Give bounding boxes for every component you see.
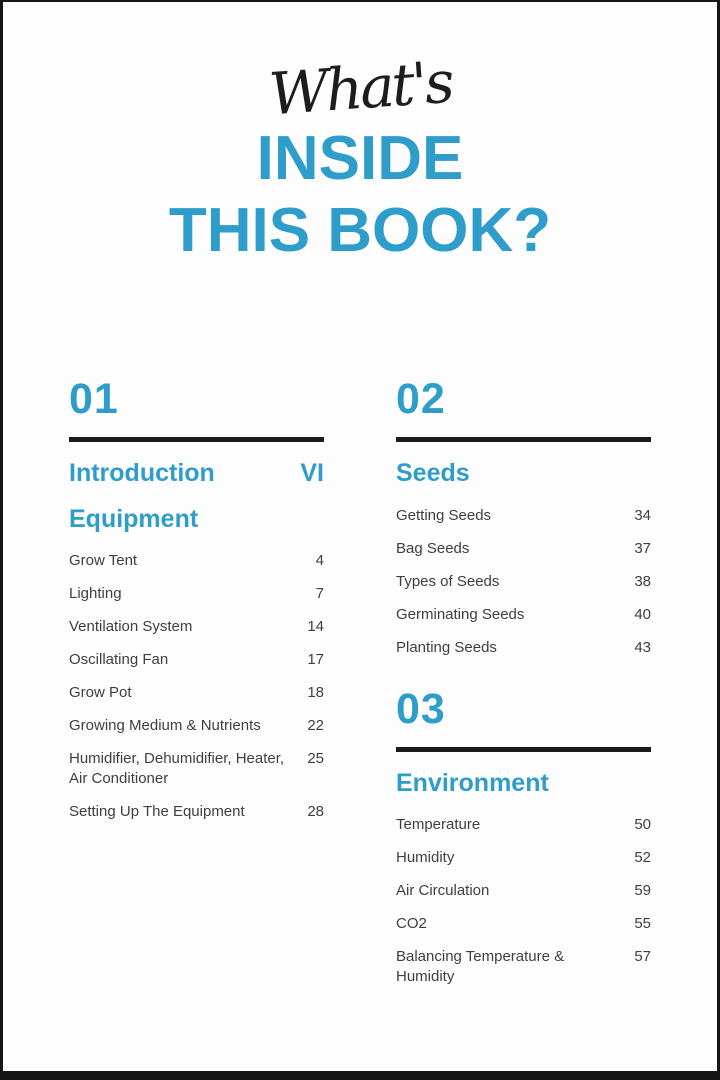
- toc-item-page: 55: [634, 915, 651, 932]
- toc-item-page: 38: [634, 572, 651, 590]
- toc-item-page: 52: [634, 849, 651, 866]
- toc-column-right: [396, 375, 651, 1000]
- toc-item-page: 40: [634, 605, 651, 623]
- toc-item: [396, 947, 651, 987]
- toc-item-page: 59: [634, 882, 651, 899]
- toc-item-label: Setting Up The Equipment: [69, 803, 245, 820]
- toc-item-label: Types of Seeds: [396, 572, 500, 590]
- toc-item-page: 57: [634, 948, 651, 965]
- section-03-number: 03: [396, 684, 446, 733]
- toc-item-label: Growing Medium & Nutrients: [69, 717, 261, 734]
- toc-item-label: Planting Seeds: [396, 638, 497, 656]
- toc-item: [396, 881, 651, 901]
- heading-page-number: VI: [300, 459, 324, 487]
- toc-item-page: 28: [307, 803, 324, 820]
- toc-item-page: 43: [634, 638, 651, 656]
- section-01: [69, 375, 324, 822]
- toc-item: [396, 605, 651, 625]
- page-title-line1: INSIDE: [256, 123, 464, 193]
- toc-item-page: 14: [307, 618, 324, 635]
- toc-item-page: 25: [307, 750, 324, 767]
- toc-item-label: Getting Seeds: [396, 506, 492, 524]
- toc-item-page: 22: [307, 717, 324, 734]
- toc-columns: [69, 375, 651, 1000]
- toc-item-page: 50: [634, 816, 651, 833]
- toc-item: [396, 539, 651, 559]
- section-02: [396, 375, 651, 658]
- section-01-rule: [69, 437, 324, 442]
- toc-item-page: 34: [634, 506, 651, 524]
- section-01-items: [69, 551, 324, 822]
- toc-item: [69, 617, 324, 637]
- toc-item-page: 17: [307, 651, 324, 668]
- heading-label: Equipment: [69, 504, 199, 533]
- toc-item: [69, 749, 324, 789]
- toc-item-page: 37: [634, 539, 651, 557]
- toc-item: [69, 584, 324, 604]
- toc-item-label: Balancing Temperature & Humidity: [396, 948, 565, 985]
- script-title: What's: [266, 47, 454, 129]
- section-03-rule: [396, 747, 651, 752]
- toc-item: [69, 551, 324, 571]
- toc-item-label: Grow Pot: [69, 684, 132, 701]
- toc-item: [69, 716, 324, 736]
- toc-item-label: Ventilation System: [69, 618, 193, 635]
- section-03: [396, 684, 651, 988]
- section-01-number: 01: [69, 375, 119, 423]
- toc-item: [396, 815, 651, 835]
- toc-item-page: 18: [307, 684, 324, 701]
- page-header: [3, 2, 717, 268]
- heading-environment: [396, 770, 651, 798]
- heading-label: Environment: [396, 768, 549, 797]
- toc-item: [396, 506, 651, 526]
- toc-item-label: Air Circulation: [396, 882, 490, 899]
- page-title-line2: THIS BOOK?: [168, 196, 552, 266]
- section-02-number: 02: [396, 375, 446, 423]
- toc-item-page: 4: [315, 552, 324, 569]
- toc-item-label: Oscillating Fan: [69, 651, 169, 668]
- toc-item-label: Temperature: [396, 816, 481, 833]
- page-title: [3, 123, 717, 268]
- section-03-items: [396, 815, 651, 987]
- heading-equipment: [69, 506, 324, 534]
- toc-item: [69, 650, 324, 670]
- toc-item-label: Humidity: [396, 849, 455, 866]
- toc-item: [396, 914, 651, 934]
- toc-item-label: Grow Tent: [69, 552, 138, 569]
- toc-item-label: Germinating Seeds: [396, 605, 525, 623]
- toc-item-label: CO2: [396, 915, 427, 932]
- toc-item: [69, 683, 324, 703]
- heading-label: Seeds: [396, 459, 470, 487]
- toc-item: [396, 638, 651, 658]
- toc-item: [396, 572, 651, 592]
- heading-seeds: [396, 460, 651, 488]
- heading-label: Introduction: [69, 459, 215, 487]
- toc-column-left: [69, 375, 324, 1000]
- toc-item-label: Bag Seeds: [396, 539, 470, 557]
- section-02-items: [396, 506, 651, 658]
- toc-item-label: Humidifier, Dehumidifier, Heater, Air Conditioner: [69, 750, 285, 787]
- toc-item: [69, 802, 324, 822]
- section-02-rule: [396, 437, 651, 442]
- heading-introduction: [69, 460, 324, 488]
- toc-item: [396, 848, 651, 868]
- toc-item-page: 7: [315, 585, 324, 602]
- toc-item-label: Lighting: [69, 585, 122, 602]
